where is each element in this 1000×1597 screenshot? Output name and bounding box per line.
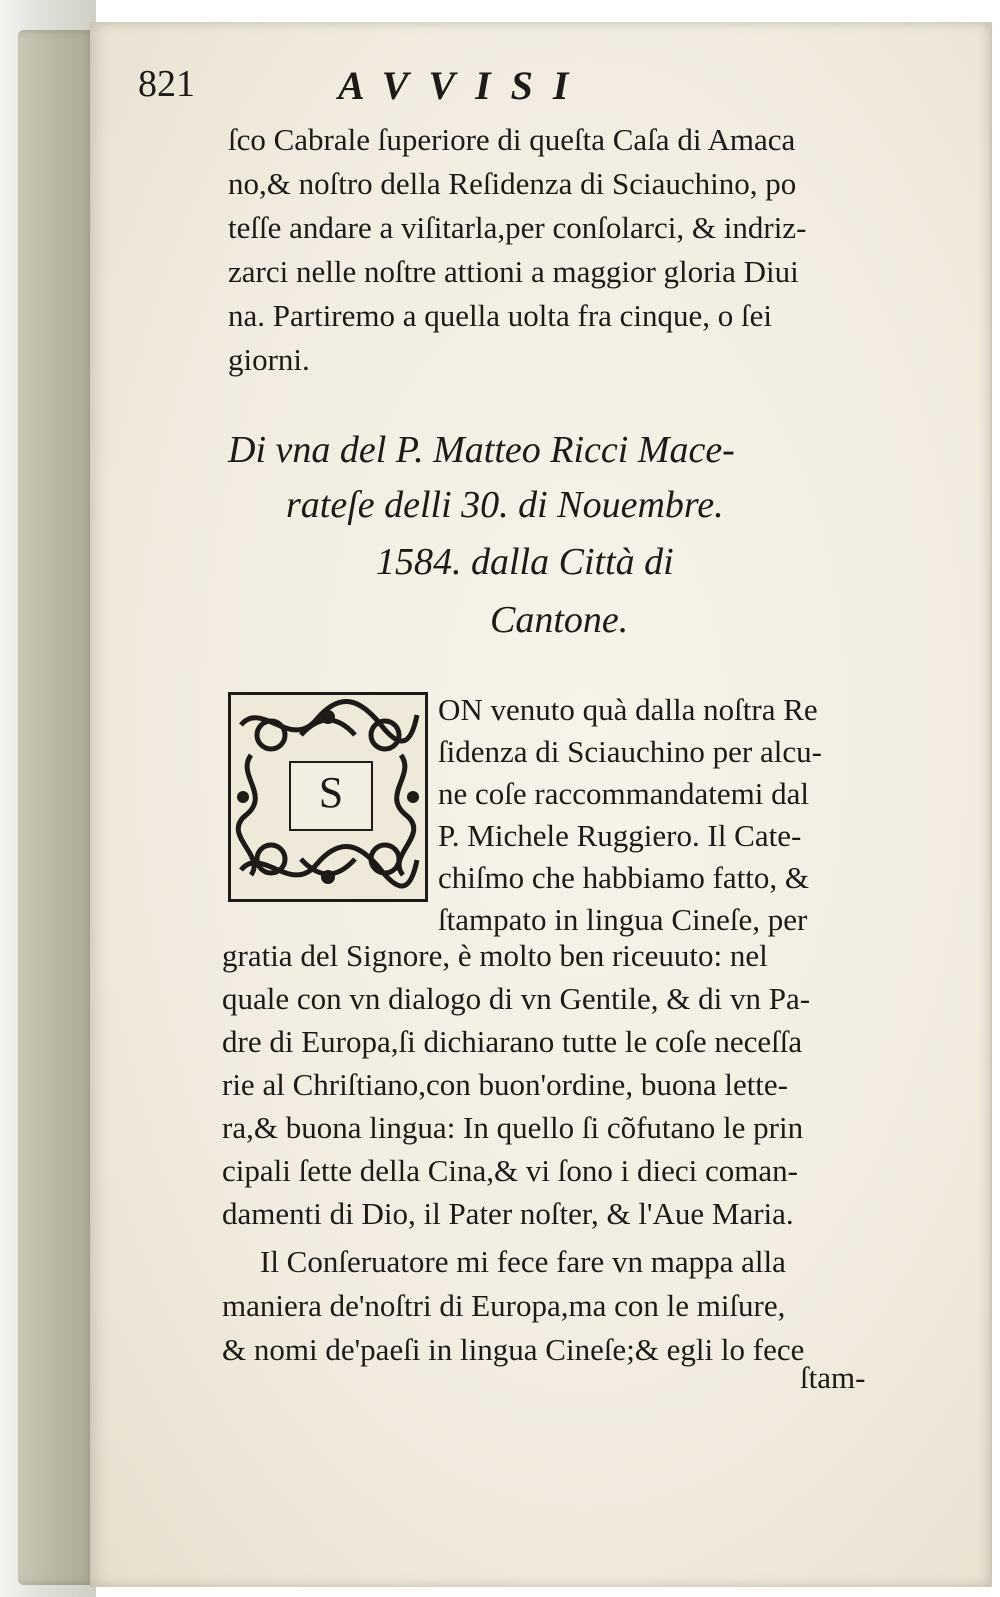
text-line: ſco Cabrale ſuperiore di queſta Caſa di Amaca — [228, 122, 796, 157]
heading-line: rateſe delli 30. di Nouembre. — [286, 484, 724, 526]
text-line: rie al Chriſtiano,con buon'ordine, buona lette- — [222, 1067, 789, 1102]
heading-line: Cantone. — [490, 599, 629, 641]
text-beside-initial — [438, 692, 918, 942]
top-paragraph — [228, 112, 908, 377]
text-line: ra,& buona lingua: In quello ſi cõfutano le prin — [222, 1110, 804, 1145]
text-line: cipali ſette della Cina,& vi ſono i dieci coman- — [222, 1153, 798, 1188]
text-line: & nomi de'paeſi in lingua Cineſe;& egli lo fece — [222, 1332, 805, 1367]
text-line: Il Conſeruatore mi fece fare vn mappa alla — [260, 1244, 786, 1279]
text-line: zarci nelle noſtre attioni a maggior gloria Diui — [228, 254, 799, 289]
text-line: ſtampato in lingua Cineſe, per — [438, 902, 808, 937]
text-line: no,& noſtro della Reſidenza di Sciauchino, po — [228, 166, 797, 201]
text-line: P. Michele Ruggiero. Il Cate- — [438, 818, 802, 853]
heading-line: 1584. dalla Città di — [376, 541, 674, 583]
catchword: ſtam- — [800, 1360, 866, 1395]
text-line: damenti di Dio, il Pater noſter, & l'Aue Maria. — [222, 1196, 794, 1231]
text-line: dre di Europa,ſi dichiarano tutte le coſe neceſſa — [222, 1024, 803, 1059]
text-line: giorni. — [228, 342, 310, 377]
body-paragraph — [222, 938, 922, 1408]
text-line: quale con vn dialogo di vn Gentile, & di vn Pa- — [222, 981, 811, 1016]
text-line: chiſmo che habbiamo fatto, & — [438, 860, 810, 895]
running-head: AVVISI — [338, 63, 589, 108]
section-heading — [228, 428, 908, 658]
initial-letter: S — [318, 768, 344, 817]
decorated-initial — [228, 692, 428, 902]
text-line: ON venuto quà dalla noſtra Re — [438, 692, 818, 727]
text-line: ſidenza di Sciauchino per alcu- — [438, 734, 822, 769]
text-line: na. Partiremo a quella uolta fra cinque, o ſei — [228, 298, 773, 333]
text-line: teſſe andare a viſitarla,per conſolarci, & indriz- — [228, 210, 807, 245]
folio-number: 821 — [138, 63, 195, 105]
text-line: ne coſe raccommandatemi dal — [438, 776, 809, 811]
page-header — [138, 62, 778, 112]
text-line: gratia del Signore, è molto ben riceuuto: nel — [222, 938, 768, 973]
text-line: maniera de'noſtri di Europa,ma con le miſure, — [222, 1288, 786, 1323]
heading-line: Di vna del P. Matteo Ricci Mace- — [228, 429, 735, 471]
vellum-cover-edge — [18, 30, 98, 1585]
